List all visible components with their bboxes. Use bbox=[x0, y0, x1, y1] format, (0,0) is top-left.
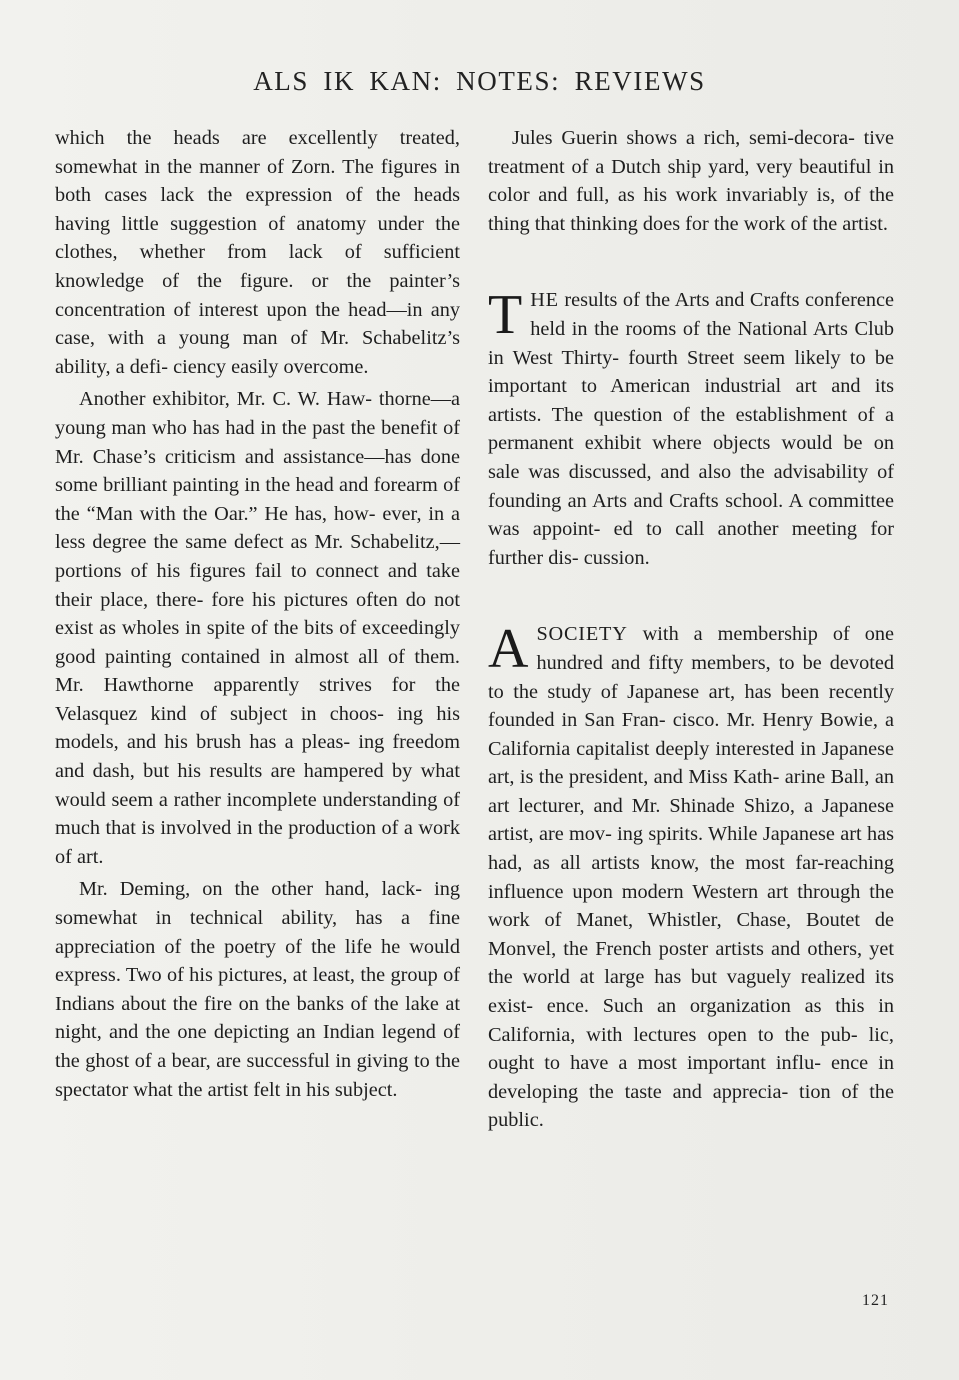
left-paragraph-2: Another exhibitor, Mr. C. W. Haw- thorne—a young man who has had in the past the benefit of Mr. Chase’s criticism and assistance—has done some brilliant painting in the head and forearm of the “Man with the Oar.” He has, how- ever, in a less degree the same defect as Mr. Schabelitz,—portions of his figures fail to connect and take their place, there- fore his pictures often do not exist as wholes in spite of the bits of exceedingly good painting contained in almost all of them. Mr. Hawthorne apparently strives for the Velasquez kind of subject in choos- ing his models, and his brush has a pleas- ing freedom and dash, but his results are hampered by what would seem a rather incomplete understanding of much that is involved in the production of a work of art. bbox=[55, 388, 460, 868]
page-number: 121 bbox=[862, 1292, 889, 1309]
right-paragraph-1: Jules Guerin shows a rich, semi-decora- tive treatment of a Dutch ship yard, very beautiful in color and full, as his work invariably is, of the thing that thinking does for the work of the artist. bbox=[488, 127, 894, 235]
left-column bbox=[55, 124, 460, 1104]
lead-in-word: SOCIETY bbox=[536, 623, 628, 646]
paragraph-body: results of the Arts and Crafts conference held in the rooms of the National Arts Club in West Thirty- fourth Street seem likely to be important to American industrial art and its artists. The question of the establishment of a permanent exhibit where objects would be on sale was discussed, and also the advisability of founding an Arts and Crafts school. A committee was appoint- ed to call another meeting for further dis- cussion. bbox=[488, 289, 894, 569]
right-paragraph-2 bbox=[488, 286, 894, 572]
left-paragraph-1: which the heads are excellently treated, somewhat in the manner of Zorn. The figures in both cases lack the expression of the heads having little suggestion of anatomy under the clothes, whether from lack of sufficient knowledge of the figure. or the painter’s concentration of interest upon the head—in any case, with a young man of Mr. Schabelitz’s ability, a defi- ciency easily overcome. bbox=[55, 127, 460, 378]
lead-in-word: HE bbox=[530, 289, 559, 312]
running-header: ALS IK KAN: NOTES: REVIEWS bbox=[253, 66, 706, 96]
drop-cap-t: T bbox=[488, 284, 523, 347]
right-paragraph-3 bbox=[488, 620, 894, 1135]
left-paragraph-3: Mr. Deming, on the other hand, lack- ing somewhat in technical ability, has a fine appreciation of the poetry of the life he would express. Two of his pictures, at least, the group of Indians about the fire on the banks of the lake at night, and the one depicting an Indian legend of the ghost of a bear, are successful in giving to the spectator what the artist felt in his subject. bbox=[55, 878, 460, 1101]
drop-cap-a: A bbox=[488, 618, 529, 681]
right-column bbox=[488, 124, 894, 1135]
paragraph-body: with a membership of one hundred and fifty members, to be devoted to the study of Japanese art, has been recently founded in San Fran- cisco. Mr. Henry Bowie, a California capitalist deeply interested in Japanese art, is the president, and Miss Kath- arine Ball, an art lecturer, and Mr. Shinade Shizo, a Japanese artist, are mov- ing spirits. While Japanese art has had, as all artists know, the most far-reaching influence upon modern Western art through the work of Manet, Whistler, Chase, Boutet de Monvel, the French poster artists and others, yet the world at large has but vaguely realized its exist- ence. Such an organization as this in California, with lectures open to the pub- lic, ought to have a most important influ- ence in developing the taste and apprecia- tion of the public. bbox=[488, 623, 894, 1132]
